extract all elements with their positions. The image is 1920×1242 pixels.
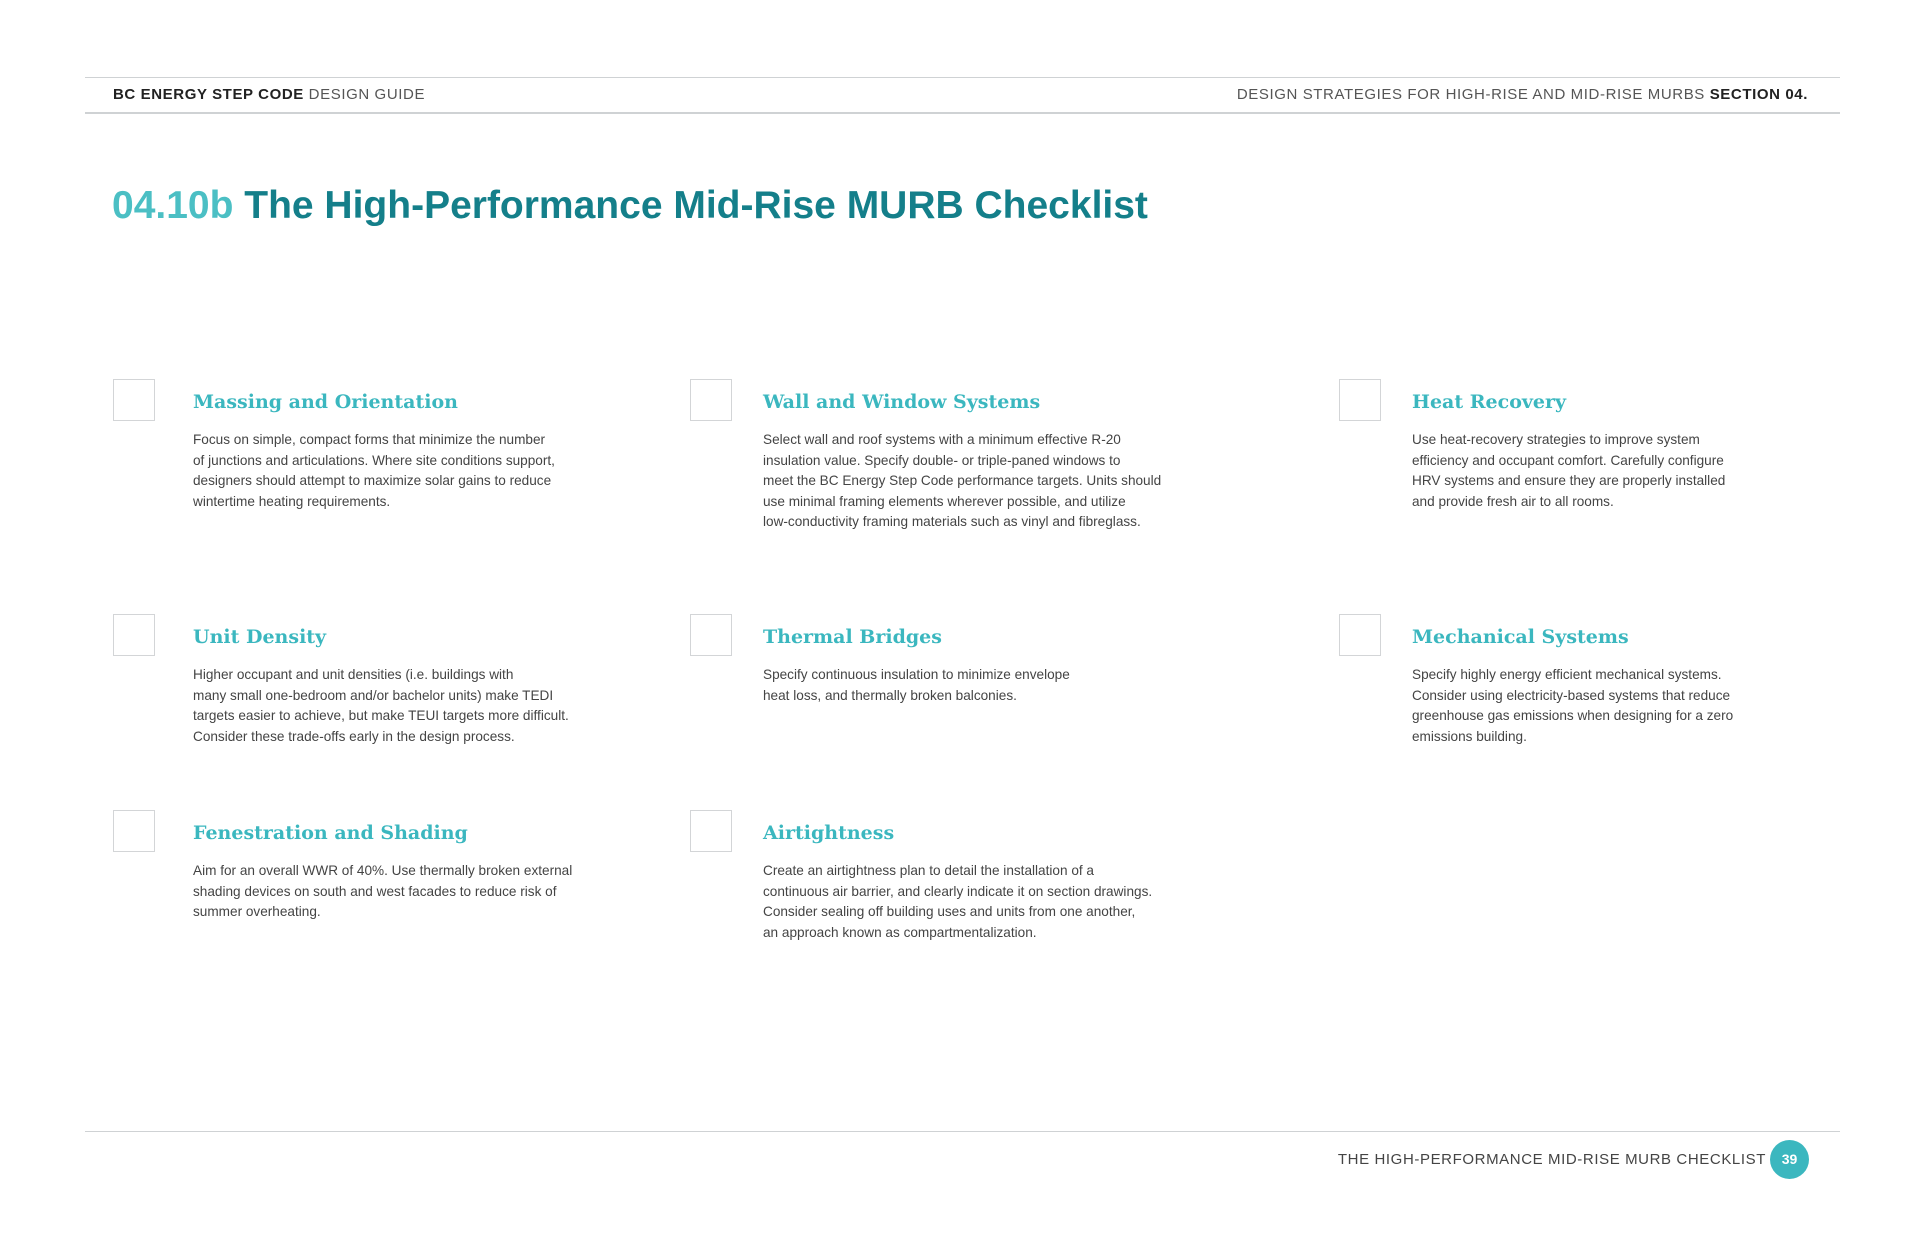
item-description: [193, 430, 555, 512]
header-guide-subtitle: DESIGN GUIDE: [308, 86, 426, 103]
item-description: [193, 665, 569, 747]
desc-line: low-conductivity framing materials such as vinyl and fibreglass.: [763, 514, 1141, 529]
desc-line: Aim for an overall WWR of 40%. Use thermally broken external: [193, 863, 573, 878]
desc-line: shading devices on south and west facades to reduce risk of: [193, 883, 557, 899]
item-description: [763, 430, 1161, 533]
desc-line: Specify continuous insulation to minimize envelope: [763, 667, 1070, 682]
desc-line: many small one-bedroom and/or bachelor units) make TEDI: [193, 687, 554, 703]
desc-line: Higher occupant and unit densities (i.e. buildings with: [193, 667, 514, 682]
desc-line: targets easier to achieve, but make TEUI targets more difficult.: [193, 708, 569, 723]
checkbox[interactable]: [690, 614, 732, 656]
desc-line: wintertime heating requirements.: [193, 493, 391, 509]
desc-line: insulation value. Specify double- or triple-paned windows to: [763, 452, 1121, 468]
header-guide-title: [113, 86, 425, 103]
desc-line: emissions building.: [1412, 728, 1527, 744]
item-description: [1412, 430, 1725, 512]
desc-line: an approach known as compartmentalization.: [763, 924, 1037, 940]
item-title: Mechanical Systems: [1412, 626, 1629, 648]
item-description: [1412, 665, 1733, 747]
header-bottom-rule: [85, 112, 1840, 114]
desc-line: summer overheating.: [193, 904, 321, 919]
desc-line: and provide fresh air to all rooms.: [1412, 493, 1614, 509]
footer-rule: [85, 1131, 1840, 1132]
checkbox[interactable]: [1339, 614, 1381, 656]
desc-line: Focus on simple, compact forms that minimize the number: [193, 432, 546, 447]
header-top-rule: [85, 77, 1840, 78]
footer-label: THE HIGH-PERFORMANCE MID-RISE MURB CHECKLIST: [1337, 1151, 1766, 1168]
desc-line: Specify highly energy efficient mechanical systems.: [1412, 667, 1722, 682]
desc-line: heat loss, and thermally broken balconies.: [763, 687, 1017, 703]
desc-line: Create an airtightness plan to detail the installation of a: [763, 863, 1094, 878]
desc-line: Consider using electricity-based systems that reduce: [1412, 687, 1731, 703]
page-number-badge: 39: [1770, 1140, 1809, 1179]
header-section-number: SECTION 04.: [1709, 86, 1808, 103]
item-title: Massing and Orientation: [193, 391, 458, 413]
desc-line: efficiency and occupant comfort. Carefully configure: [1412, 452, 1724, 468]
checkbox[interactable]: [113, 810, 155, 852]
desc-line: of junctions and articulations. Where site conditions support,: [193, 452, 555, 468]
item-description: [763, 861, 1152, 943]
header-guide-name: BC ENERGY STEP CODE: [113, 86, 304, 103]
desc-line: Consider these trade-offs early in the design process.: [193, 728, 515, 744]
page-title-number: 04.10b: [112, 184, 234, 227]
header-section-title: [1237, 86, 1808, 103]
item-title: Wall and Window Systems: [763, 391, 1041, 413]
checkbox[interactable]: [690, 379, 732, 421]
desc-line: Use heat-recovery strategies to improve system: [1412, 432, 1700, 447]
desc-line: designers should attempt to maximize solar gains to reduce: [193, 473, 552, 488]
header-section-name: DESIGN STRATEGIES FOR HIGH-RISE AND MID-RISE MURBS: [1236, 86, 1705, 103]
item-title: Thermal Bridges: [763, 626, 942, 648]
page-title-text: The High-Performance Mid-Rise MURB Checklist: [244, 184, 1148, 227]
item-title: Fenestration and Shading: [193, 822, 468, 844]
item-description: [193, 861, 572, 923]
item-title: Unit Density: [193, 626, 327, 648]
checkbox[interactable]: [113, 379, 155, 421]
item-title: Airtightness: [763, 822, 895, 844]
checkbox[interactable]: [1339, 379, 1381, 421]
desc-line: HRV systems and ensure they are properly installed: [1412, 473, 1726, 488]
item-description: [763, 665, 1070, 706]
desc-line: greenhouse gas emissions when designing for a zero: [1412, 708, 1734, 723]
item-title: Heat Recovery: [1412, 391, 1567, 413]
desc-line: use minimal framing elements wherever possible, and utilize: [763, 493, 1126, 509]
checkbox[interactable]: [690, 810, 732, 852]
desc-line: Consider sealing off building uses and units from one another,: [763, 904, 1136, 919]
desc-line: Select wall and roof systems with a minimum effective R-20: [763, 432, 1121, 447]
desc-line: meet the BC Energy Step Code performance targets. Units should: [763, 473, 1162, 488]
checkbox[interactable]: [113, 614, 155, 656]
desc-line: continuous air barrier, and clearly indicate it on section drawings.: [763, 883, 1153, 899]
page-title: [112, 184, 1148, 228]
